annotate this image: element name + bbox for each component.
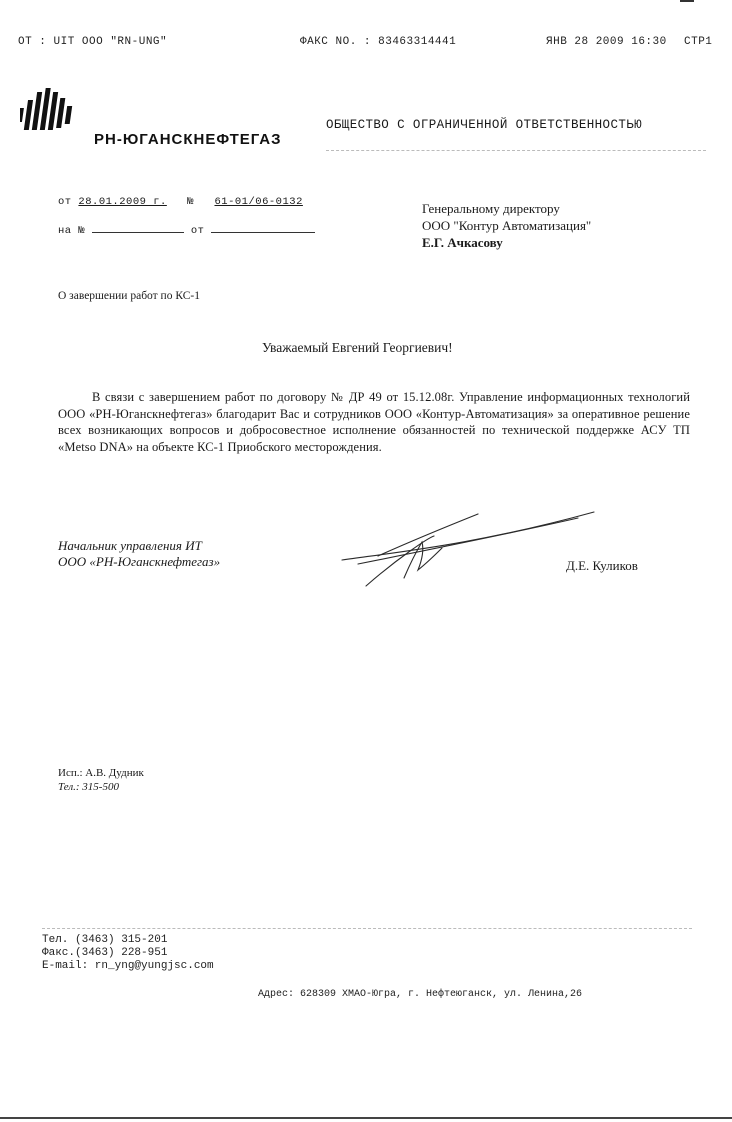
letterhead-rule — [326, 150, 706, 151]
footer-fax: Факс.(3463) 228-951 — [42, 947, 168, 959]
ref-number: 61-01/06-0132 — [214, 196, 303, 208]
executor-block — [58, 766, 144, 794]
handwritten-signature — [338, 508, 600, 592]
salutation: Уважаемый Евгений Георгиевич! — [262, 340, 453, 355]
reference-line — [58, 196, 303, 208]
ref-no-label: № — [187, 196, 195, 208]
ref-blank-date — [211, 222, 315, 233]
ref-blank-number — [92, 222, 184, 233]
fax-datetime: ЯНВ 28 2009 16:30 — [546, 36, 667, 48]
footer-address: Адрес: 628309 ХМАО-Югра, г. Нефтеюганск, ул. Ленина,26 — [258, 989, 583, 1000]
footer-contacts — [42, 934, 214, 973]
addressee-block — [422, 200, 591, 251]
letter-body: В связи с завершением работ по договору № ДР 49 от 15.12.08г. Управление информационных технологий ООО «РН-Юганскнефтегаз» благодарит Вас и сотрудников ООО «Контур-Автоматизация» за оперативное решение всех возникающих вопросов и добросовестное исполнение обязанностей по технической поддержке АСУ ТП «Metso DNA» на объекте КС-1 Приобского месторождения. — [58, 390, 690, 454]
signer-title-line1: Начальник управления ИТ — [58, 538, 202, 553]
rn-logo-icon — [20, 86, 78, 134]
fax-page: СТР1 — [684, 36, 713, 48]
signer-title — [58, 538, 220, 570]
letter-subject: О завершении работ по КС-1 — [58, 290, 200, 302]
ref-date: 28.01.2009 г. — [78, 196, 167, 208]
page-bottom-edge — [0, 1117, 732, 1119]
ref-na-label: на № — [58, 225, 86, 237]
signer-title-line2: ООО «РН-Юганскнефтегаз» — [58, 554, 221, 569]
footer-email: E-mail: rn_yng@yungjsc.com — [42, 960, 214, 972]
executor-phone: Тел.: 315-500 — [58, 781, 119, 793]
signer-name: Д.Е. Куликов — [566, 558, 638, 573]
addressee-position: Генеральному директору — [422, 201, 560, 216]
fax-from: OT : UIT OOO "RN-UNG" — [18, 36, 168, 48]
scan-mark — [680, 0, 694, 2]
reference-in-reply-line — [58, 222, 315, 237]
ref-ot-label: от — [58, 196, 72, 208]
fax-number: ФАКС NO. : 83463314441 — [300, 36, 457, 48]
addressee-name: Е.Г. Ачкасову — [422, 235, 503, 250]
ref-ot2-label: от — [190, 225, 205, 237]
footer-phone: Тел. (3463) 315-201 — [42, 934, 168, 946]
company-name: РН-ЮГАНСКНЕФТЕГАЗ — [94, 131, 282, 148]
addressee-company: ООО "Контур Автоматизация" — [422, 218, 592, 233]
org-form: ОБЩЕСТВО С ОГРАНИЧЕННОЙ ОТВЕТСТВЕННОСТЬЮ — [326, 118, 643, 132]
executor-name: Исп.: А.В. Дудник — [58, 767, 144, 779]
footer-rule — [42, 928, 692, 929]
